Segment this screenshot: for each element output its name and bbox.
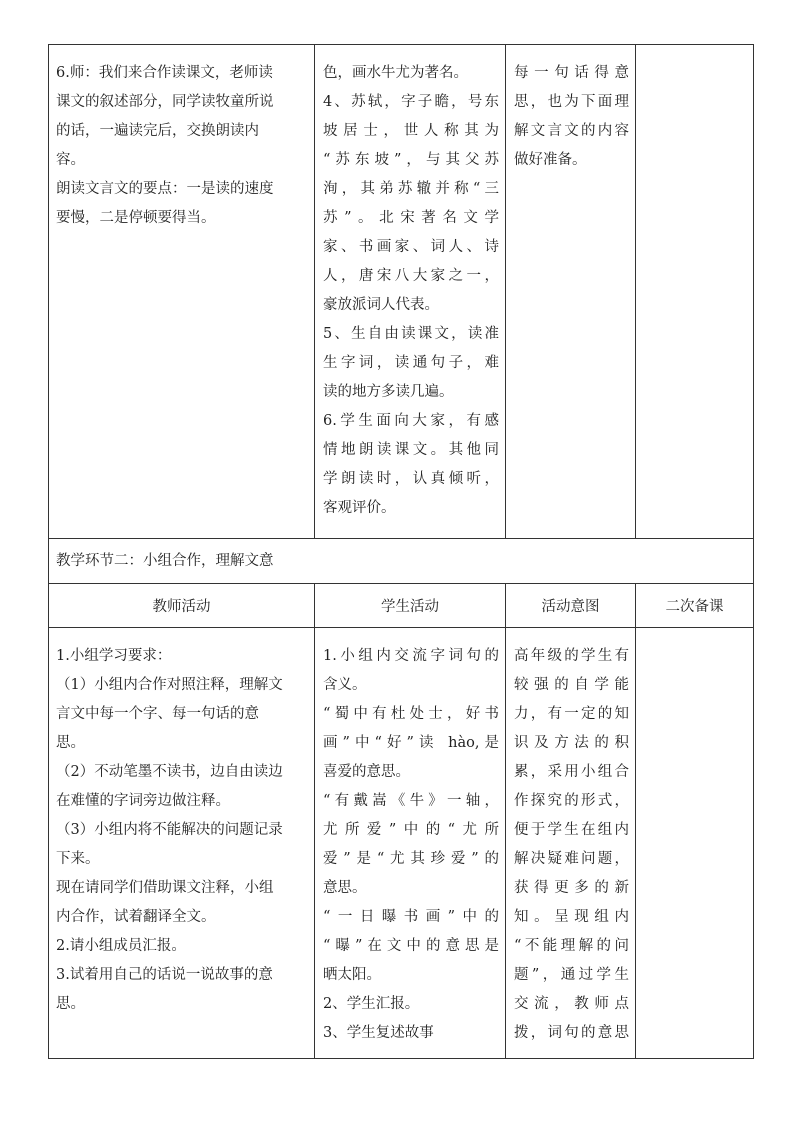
text-line: 洵，其弟苏辙并称“三 <box>323 181 499 197</box>
text-line: 2、学生汇报。 <box>323 996 420 1012</box>
text-line: 的话，一遍读完后，交换朗读内 <box>56 123 259 139</box>
teacher-activity-cell <box>49 45 315 539</box>
text-line: 下来。 <box>56 851 100 867</box>
header-label: 二次备课 <box>665 599 724 615</box>
header-label: 学生活动 <box>381 599 439 615</box>
text-line: （3）小组内将不能解决的问题记录 <box>56 822 283 838</box>
text-line: 6.学生面向大家，有感 <box>323 413 499 429</box>
text-line: “曝”在文中的意思是 <box>323 938 499 954</box>
text-line: 苏”。北宋著名文学 <box>323 210 499 226</box>
text-line: 人，唐宋八大家之一， <box>323 268 499 284</box>
text-line: 晒太阳。 <box>323 967 381 983</box>
header-student <box>315 584 506 628</box>
text-line: 获得更多的新 <box>514 880 629 896</box>
section-row <box>49 539 754 584</box>
text-line: 色，画水牛尤为著名。 <box>323 65 468 81</box>
text-line: 1.小组学习要求： <box>56 648 172 664</box>
activity-intent-cell <box>506 628 636 1059</box>
text-line: 生字词，读通句子，难 <box>323 355 499 371</box>
text-line: 3、学生复述故事 <box>323 1025 434 1041</box>
text-line: “蜀中有杜处士，好书 <box>323 706 499 722</box>
text-line: 识及方法的积 <box>514 735 629 751</box>
section-title-cell <box>49 539 754 584</box>
header-label: 教师活动 <box>152 599 211 615</box>
student-activity-cell <box>315 45 506 539</box>
text-line: 尤所爱”中的“尤所 <box>323 822 499 838</box>
text-line: 画”中“好”读 hào,是 <box>323 735 499 751</box>
second-prep-cell <box>636 628 754 1059</box>
text-line: 高年级的学生有 <box>514 648 629 664</box>
text-line: 朗读文言文的要点：一是读的速度 <box>56 181 274 197</box>
student-activity-cell <box>315 628 506 1059</box>
text-line: 内合作，试着翻译全文。 <box>56 909 216 925</box>
text-line: 读的地方多读几遍。 <box>323 384 454 400</box>
text-line: 作探究的形式， <box>514 793 629 809</box>
header-second <box>636 584 754 628</box>
text-line: “一日曝书画”中的 <box>323 909 499 925</box>
section-title: 教学环节二：小组合作，理解文意 <box>56 553 274 569</box>
text-line: 爱”是“尤其珍爱”的 <box>323 851 499 867</box>
text-line: 4、苏轼，字子瞻，号东 <box>323 94 499 110</box>
text-line: 1.小组内交流字词句的 <box>323 648 499 664</box>
header-row <box>49 584 754 628</box>
text-line: “苏东坡”，与其父苏 <box>323 152 499 168</box>
text-line: 思。 <box>56 735 85 751</box>
text-line: （2）不动笔墨不读书，边自由读边 <box>56 764 283 780</box>
text-line: 解决疑难问题， <box>514 851 629 867</box>
text-line: 容。 <box>56 152 85 168</box>
text-line: 言文中每一个字、每一句话的意 <box>56 706 259 722</box>
text-line: 坡居士，世人称其为 <box>323 123 499 139</box>
text-line: “有戴嵩《牛》一轴， <box>323 793 499 809</box>
text-line: 便于学生在组内 <box>514 822 629 838</box>
text-line: 家、书画家、词人、诗 <box>323 239 499 255</box>
second-prep-cell <box>636 45 754 539</box>
activity-intent-cell <box>506 45 636 539</box>
header-intent <box>506 584 636 628</box>
text-line: 力，有一定的知 <box>514 706 629 722</box>
text-line: 6.师：我们来合作读课文，老师读 <box>56 65 273 81</box>
text-line: 思，也为下面理 <box>514 94 629 110</box>
lesson-plan-table <box>48 44 754 1059</box>
text-line: 题”，通过学生 <box>514 967 629 983</box>
text-line: 做好准备。 <box>514 152 587 168</box>
text-line: 意思。 <box>323 880 367 896</box>
text-line: 3.试着用自己的话说一说故事的意 <box>56 967 273 983</box>
text-line: 课文的叙述部分，同学读牧童所说 <box>56 94 274 110</box>
text-line: 要慢，二是停顿要得当。 <box>56 210 216 226</box>
text-line: 累，采用小组合 <box>514 764 629 780</box>
text-line: 2.请小组成员汇报。 <box>56 938 186 954</box>
text-line: 5、生自由读课文，读准 <box>323 326 499 342</box>
text-line: “不能理解的问 <box>514 938 629 954</box>
text-line: 喜爱的意思。 <box>323 764 410 780</box>
text-line: 知。呈现组内 <box>514 909 629 925</box>
text-line: 含义。 <box>323 677 367 693</box>
table-row <box>49 45 754 539</box>
text-line: 较强的自学能 <box>514 677 629 693</box>
text-line: 交流，教师点 <box>514 996 629 1012</box>
text-line: 现在请同学们借助课文注释，小组 <box>56 880 274 896</box>
text-line: 在难懂的字词旁边做注释。 <box>56 793 230 809</box>
teacher-activity-cell <box>49 628 315 1059</box>
header-label: 活动意图 <box>541 599 600 615</box>
text-line: 思。 <box>56 996 85 1012</box>
header-teacher <box>49 584 315 628</box>
text-line: 学朗读时，认真倾听， <box>323 471 499 487</box>
table-row <box>49 628 754 1059</box>
text-line: 豪放派词人代表。 <box>323 297 439 313</box>
text-line: 每一句话得意 <box>514 65 629 81</box>
text-line: 解文言文的内容 <box>514 123 629 139</box>
text-line: （1）小组内合作对照注释，理解文 <box>56 677 283 693</box>
text-line: 拨，词句的意思 <box>514 1025 629 1041</box>
text-line: 情地朗读课文。其他同 <box>323 442 499 458</box>
text-line: 客观评价。 <box>323 500 396 516</box>
